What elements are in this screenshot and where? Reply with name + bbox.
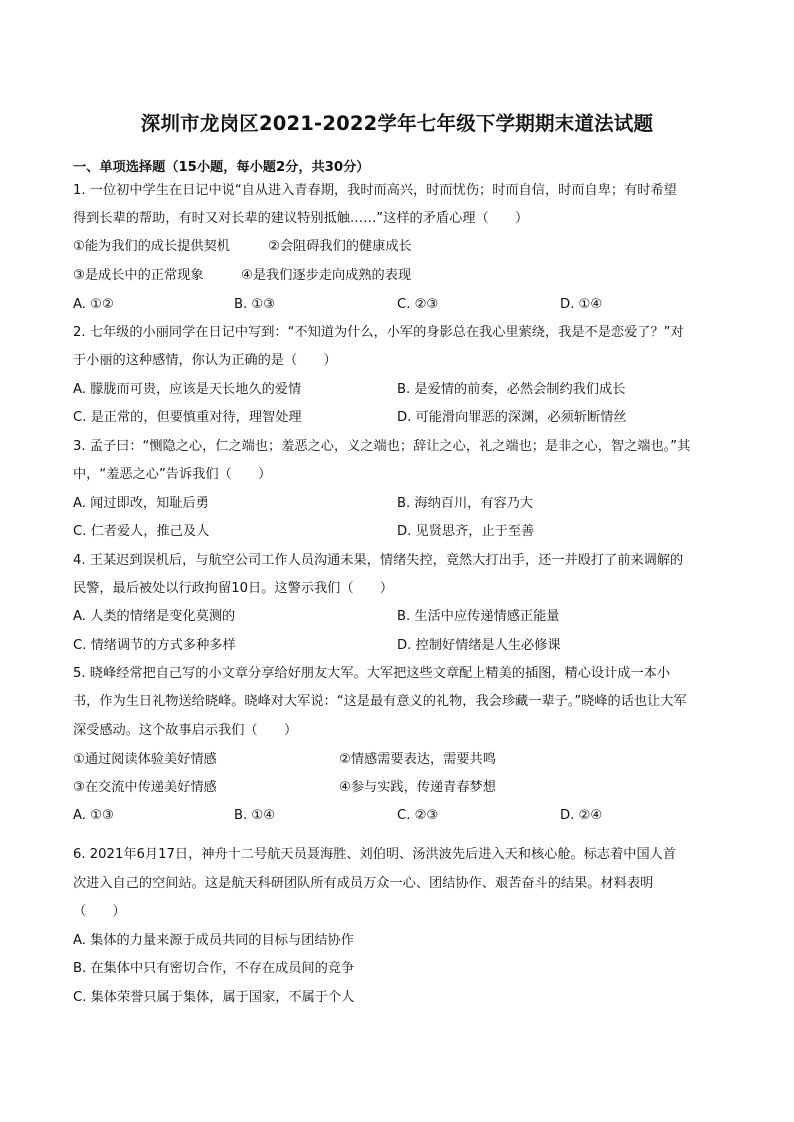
question-3-stem-line-1: 3. 孟子曰：“恻隐之心，仁之端也；羞恶之心，义之端也；辞让之心，礼之端也；是非之心，智之端也。”其 [73, 439, 691, 454]
question-6-option-a: A. 集体的力量来源于成员共同的目标与团结协作 [73, 933, 354, 948]
question-5-statement-2: ②情感需要表达，需要共鸣 [339, 752, 496, 767]
question-3-stem-line-2: 中，“羞恶之心”告诉我们（ ） [73, 467, 272, 482]
question-3-option-c: C. 仁者爱人，推己及人 [73, 524, 210, 539]
question-4-option-a: A. 人类的情绪是变化莫测的 [73, 609, 236, 624]
question-5-stem-line-1: 5. 晓峰经常把自己写的小文章分享给好朋友大军。大军把这些文章配上精美的插图，精心设计成一本小 [73, 666, 671, 681]
question-2-option-b: B. 是爱情的前奏，必然会制约我们成长 [397, 382, 626, 397]
question-3-option-a: A. 闻过即改，知耻后勇 [73, 496, 209, 511]
question-1-option-b: B. ①③ [234, 297, 276, 312]
page-title: 深圳市龙岗区2021-2022学年七年级下学期期末道法试题 [140, 112, 654, 135]
section-heading: 一、单项选择题（15小题，每小题2分，共30分） [73, 160, 370, 175]
question-1-statement-1: ①能为我们的成长提供契机 [73, 239, 230, 254]
question-4-stem-line-2: 民警，最后被处以行政拘留10日。这警示我们（ ） [73, 581, 394, 596]
question-1-stem-line-2: 得到长辈的帮助，有时又对长辈的建议特别抵触……”这样的矛盾心理（ ） [73, 211, 529, 226]
question-4-stem-line-1: 4. 王某迟到误机后，与航空公司工作人员沟通未果，情绪失控，竟然大打出手，还一并殴打了前来调解的 [73, 553, 684, 568]
question-1-statement-4: ④是我们逐步走向成熟的表现 [241, 268, 412, 283]
question-2-option-c: C. 是正常的，但要慎重对待，理智处理 [73, 410, 302, 425]
question-1-stem-line-1: 1. 一位初中学生在日记中说“自从进入青春期，我时而高兴，时而忧伤；时而自信，时而自卑；有时希望 [73, 183, 677, 198]
question-2-stem-line-2: 于小丽的这种感情，你认为正确的是（ ） [73, 353, 337, 368]
question-3-option-d: D. 见贤思齐，止于至善 [397, 524, 535, 539]
question-6-option-c: C. 集体荣誉只属于集体，属于国家，不属于个人 [73, 990, 355, 1005]
question-5-option-b: B. ①④ [234, 808, 276, 823]
question-1-statement-3: ③是成长中的正常现象 [73, 268, 204, 283]
question-5-statement-1: ①通过阅读体验美好情感 [73, 752, 217, 767]
question-4-option-d: D. 控制好情绪是人生必修课 [397, 638, 561, 653]
question-5-option-c: C. ②③ [397, 808, 439, 823]
question-5-stem-line-2: 书，作为生日礼物送给晓峰。晓峰对大军说：“这是最有意义的礼物，我会珍藏一辈子。”晓峰的话也让大军 [73, 694, 687, 709]
question-1-statement-2: ②会阻碍我们的健康成长 [268, 239, 412, 254]
question-3-option-b: B. 海纳百川，有容乃大 [397, 496, 534, 511]
question-1-option-c: C. ②③ [397, 297, 439, 312]
question-5-option-a: A. ①③ [73, 808, 114, 823]
question-1-option-d: D. ①④ [560, 297, 603, 312]
question-4-option-c: C. 情绪调节的方式多种多样 [73, 638, 236, 653]
question-2-stem-line-1: 2. 七年级的小丽同学在日记中写到：“不知道为什么，小军的身影总在我心里萦绕，我是不是恋爱了？”对 [73, 325, 684, 340]
question-4-option-b: B. 生活中应传递情感正能量 [397, 609, 560, 624]
question-6-stem-line-1: 6. 2021年6月17日，神舟十二号航天员聂海胜、刘伯明、汤洪波先后进入天和核心舱。标志着中国人首 [73, 847, 677, 862]
question-2-option-a: A. 朦胧而可贵，应该是天长地久的爱情 [73, 382, 302, 397]
question-6-option-b: B. 在集体中只有密切合作，不存在成员间的竞争 [73, 961, 355, 976]
question-1-option-a: A. ①② [73, 297, 114, 312]
question-5-statement-4: ④参与实践，传递青春梦想 [339, 780, 496, 795]
question-6-stem-line-2: 次进入自己的空间站。这是航天科研团队所有成员万众一心、团结协作、艰苦奋斗的结果。材料表明 [73, 876, 654, 891]
question-2-option-d: D. 可能滑向罪恶的深渊，必须斩断情丝 [397, 410, 627, 425]
question-5-statement-3: ③在交流中传递美好情感 [73, 780, 217, 795]
question-6-stem-line-3: （ ） [73, 904, 126, 919]
question-5-option-d: D. ②④ [560, 808, 603, 823]
question-5-stem-line-3: 深受感动。这个故事启示我们（ ） [73, 723, 298, 738]
